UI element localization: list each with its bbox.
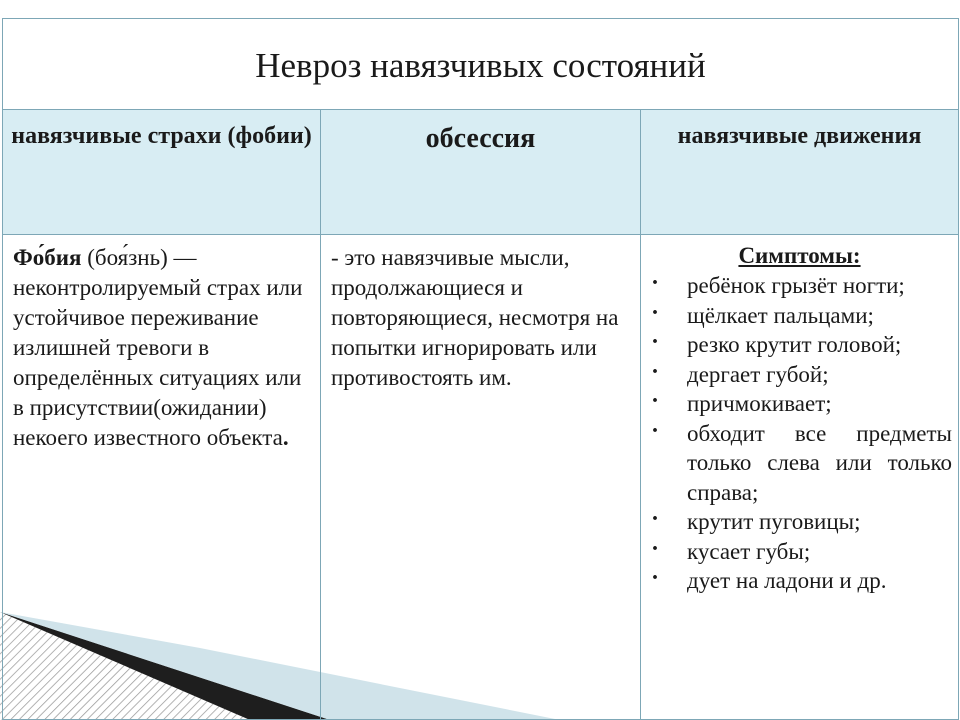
list-item: · крутит пуговицы;: [641, 507, 952, 537]
movements-cell: [641, 235, 959, 720]
header-phobias-label: навязчивые страхи (фобии): [11, 123, 312, 149]
list-item: · ребёнок грызёт ногти;: [641, 271, 952, 301]
obsession-definition: - это навязчивые мысли, продолжающиеся и повторяющиеся, несмотря на попытки игнорировать или противостоять им.: [331, 245, 619, 390]
list-item: · дует на ладони и др.: [641, 566, 952, 596]
header-phobias: [3, 110, 321, 235]
symptoms-list: [641, 271, 958, 596]
neurosis-table: [2, 18, 959, 720]
phobia-end: .: [282, 425, 289, 450]
list-item: · обходит все предметы только слева или только справа;: [641, 419, 952, 508]
obsession-cell: [321, 235, 641, 720]
header-obsession-label: обсессия: [425, 123, 536, 154]
header-movements: [641, 110, 959, 235]
phobia-text: (боя́знь) — неконтролируемый страх или устойчивое переживание излишней тревоги в определённых ситуациях или в присутствии(ожидании) некоего известного объекта: [13, 245, 303, 450]
phobia-cell: [3, 235, 321, 720]
list-item: · резко крутит головой;: [641, 330, 952, 360]
title-cell: [3, 19, 959, 110]
symptoms-title: Симптомы:: [738, 243, 861, 268]
phobia-definition: [3, 235, 320, 453]
list-item: · причмокивает;: [641, 389, 952, 419]
table-title: Невроз навязчивых состояний: [255, 46, 706, 85]
list-item: · щёлкает пальцами;: [641, 301, 952, 331]
list-item: · кусает губы;: [641, 537, 952, 567]
list-item: · дергает губой;: [641, 360, 952, 390]
header-movements-label: навязчивые движения: [677, 123, 922, 149]
header-obsession: [321, 110, 641, 235]
phobia-term: Фо́бия: [13, 245, 82, 270]
